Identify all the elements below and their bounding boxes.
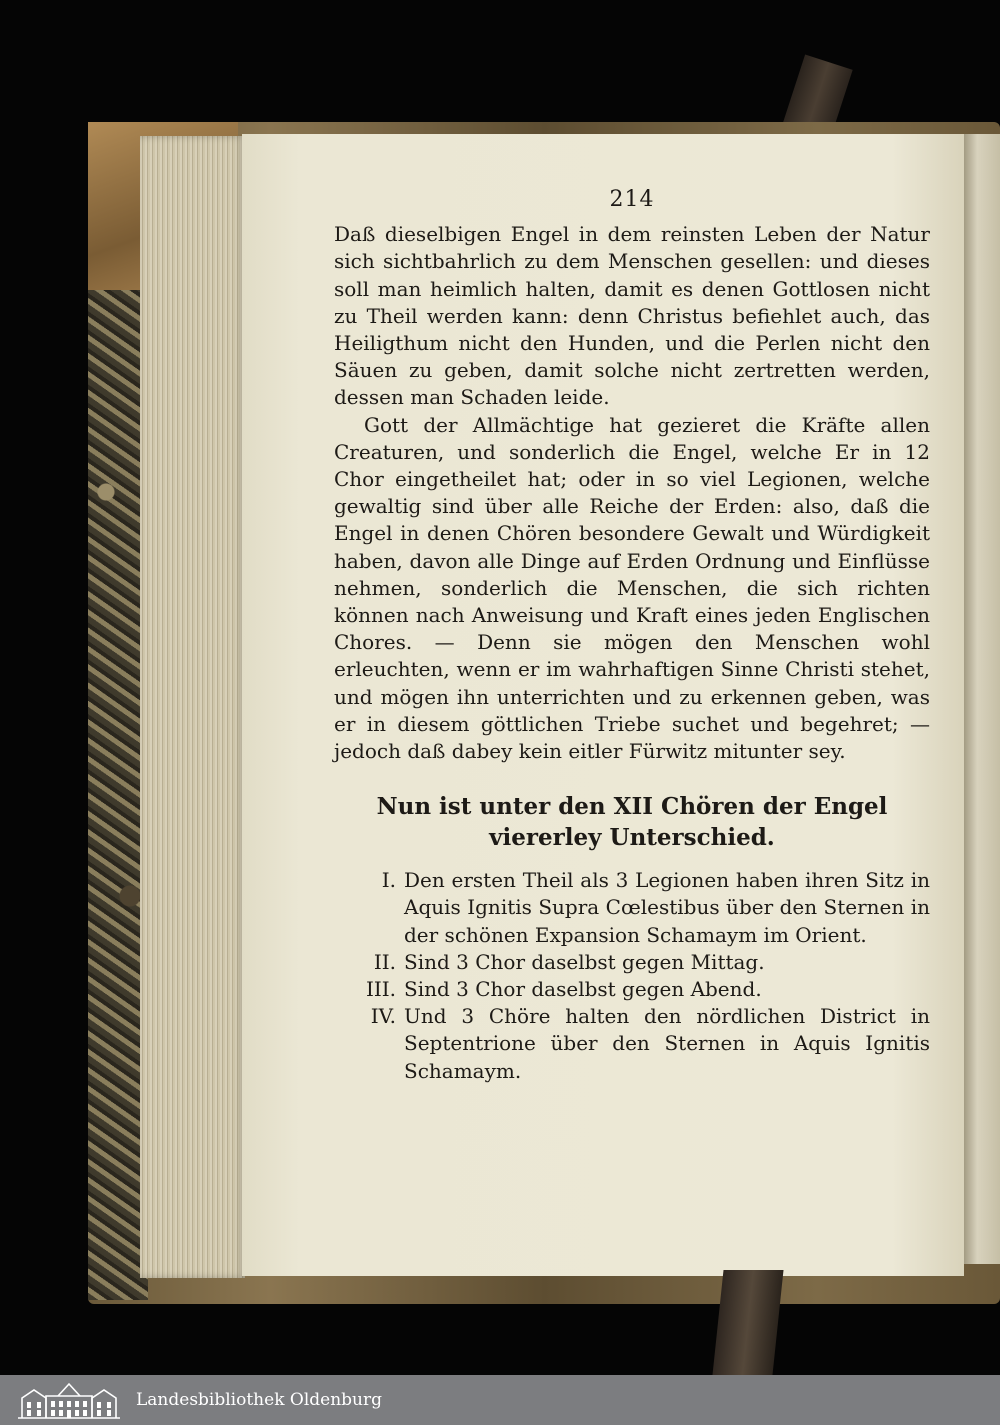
list-item-number: III. xyxy=(365,977,396,1002)
institution-name[interactable]: Landesbibliothek Oldenburg xyxy=(136,1390,383,1410)
list-item-text: Sind 3 Chor daselbst gegen Abend. xyxy=(404,977,762,1002)
list-item-number: I. xyxy=(381,868,396,893)
list-item-text: Und 3 Chöre halten den nördlichen District in Septentrione über den Sternen in Aquis Ignitis Schamaym. xyxy=(404,1004,930,1083)
page-edges xyxy=(140,136,245,1278)
list-item xyxy=(334,976,930,1003)
paragraph-1: Daß dieselbigen Engel in dem reinsten Leben der Natur sich sichtbahrlich zu dem Menschen gesellen: und dieses soll man heimlich halten, damit es denen Gottlosen nicht zu Theil werden kann: denn Christus befiehlet auch, das Heiligthum nicht den Hunden, und die Perlen nicht den Säuen zu geben, damit solche nicht zertretten werden, dessen man Schaden leide. xyxy=(334,222,930,410)
list-item-text: Sind 3 Chor daselbst gegen Mittag. xyxy=(404,949,765,974)
library-building-icon xyxy=(14,1380,124,1420)
list-item xyxy=(334,867,930,949)
facing-page-edge xyxy=(962,134,1000,1264)
bookmark-ribbon-bottom xyxy=(712,1270,783,1375)
list-item-text: Den ersten Theil als 3 Legionen haben ihren Sitz in Aquis Ignitis Supra Cœlestibus über den Sternen in der schönen Expansion Schamaym im Orient. xyxy=(404,868,930,947)
section-heading: Nun ist unter den XII Chören der Engel viererley Unterschied. xyxy=(376,793,888,852)
list-item-number: II. xyxy=(373,949,396,974)
page-text xyxy=(334,186,930,1085)
footer-bar xyxy=(0,1375,1000,1425)
list-item xyxy=(334,1003,930,1085)
paragraph-2: Gott der Allmächtige hat gezieret die Kräfte allen Creaturen, und sonderlich die Engel, welche Er in 12 Chor eingetheilet hat; oder in so viel Legionen, welche gewaltig sind über alle Reiche der Erden: also, daß die Engel in denen Chören besondere Gewalt und Würdigkeit haben, davon alle Dinge auf Erden Ordnung und Einflüsse nehmen, sonderlich die Menschen, die sich richten können nach Anweisung und Kraft eines jeden Englischen Chores. — Denn sie mögen den Menschen wohl erleuchten, wenn er im wahrhaftigen Sinne Christi stehet, und mögen ihn unterrichten und zu erkennen geben, was er in diesem göttlichen Triebe suchet und begehret; — jedoch daß dabey kein eitler Fürwitz mitunter sey. xyxy=(334,412,930,764)
choir-list xyxy=(334,867,930,1085)
marbled-cover xyxy=(88,290,148,1300)
page-number: 214 xyxy=(609,187,655,212)
list-item xyxy=(334,949,930,976)
list-item-number: IV. xyxy=(370,1004,396,1029)
